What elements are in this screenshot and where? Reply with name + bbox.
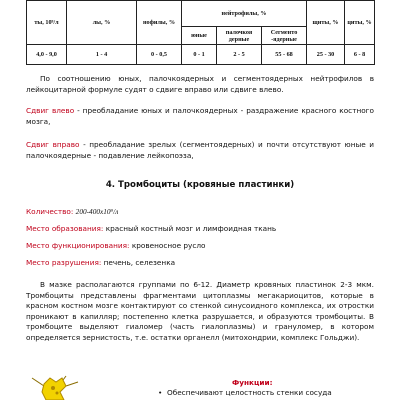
field-origin <box>26 224 374 234</box>
shift-right-term: Сдвиг вправо <box>26 140 80 149</box>
table-cell: 0 - 1 <box>182 45 217 65</box>
field-value: печень, селезенка <box>103 258 176 267</box>
functions-title: Функции: <box>232 378 273 387</box>
table-cell: 1 - 4 <box>67 45 137 65</box>
table-cell: 4,0 - 9,0 <box>27 45 67 65</box>
field-label: Место образования: <box>26 224 104 233</box>
table-cell: 2 - 5 <box>217 45 262 65</box>
paragraph-platelets: В мазке располагаются группами по 6-12. Диаметр кровяных пластинок 2-3 мкм. Тромбоциты представлены фрагментами цитоплазмы мегакариоцитов, которые в красном костном мозге контактируют со стенкой синусоидного комплекса, их отростки проникают в капилляр; постепенно клетка разрушается, и образуются тромбоциты. В тромбоците выделяют гиаломер (часть гиалоплазмы) и грануломер, в котором определяется зернистость, т.е. остатки органелл (митохондрии, комплекс Гольджи). <box>26 280 374 342</box>
shift-left-term: Сдвиг влево <box>26 106 75 115</box>
shift-right-text: - преобладание зрелых (сегментоядерных) и почти отсутствуют юные и палочкоядерные - подавление лейкопоэза, <box>26 140 375 160</box>
table-header-monocytes: циты, % <box>345 1 375 45</box>
field-count <box>26 207 374 217</box>
table-subheader-young: юные <box>182 27 217 45</box>
table-header-lymphocytes: щиты, % <box>307 1 345 45</box>
section-title: 4. Тромбоциты (кровяные пластинки) <box>105 180 295 190</box>
field-label: Место разрушения: <box>26 258 102 267</box>
shift-left-definition <box>26 106 374 127</box>
field-label: Количество: <box>26 207 74 216</box>
function-text: Обеспечивают целостность стенки сосуда <box>166 388 332 397</box>
table-cell: 25 - 30 <box>307 45 345 65</box>
table-header-leukocytes: ты, 10⁹/л <box>27 1 67 45</box>
table-header-eosinophils: нофилы, % <box>137 1 182 45</box>
table-header-basophils: лы, % <box>67 1 137 45</box>
shift-left-text: - преобладание юных и палочкоядерных - раздражение красного костного мозга, <box>26 106 374 126</box>
leukocyte-table <box>26 0 375 65</box>
field-value: кровеносное русло <box>131 241 206 250</box>
shift-right-definition <box>26 140 374 161</box>
table-subheader-segmented: Сегменто -ядерные <box>262 27 307 45</box>
bullet-icon: • <box>158 388 167 397</box>
field-destruction <box>26 258 374 268</box>
table-header-neutrophils: нейтрофилы, % <box>182 1 307 27</box>
platelet-illustration <box>26 372 86 400</box>
field-function-place <box>26 241 374 251</box>
field-value: красный костный мозг и лимфоидная ткань <box>105 224 277 233</box>
table-cell: 0 - 0,5 <box>137 45 182 65</box>
table-subheader-band: палочкоя дерные <box>217 27 262 45</box>
function-list-item <box>158 388 332 397</box>
table-cell: 6 - 8 <box>345 45 375 65</box>
table-cell: 55 - 68 <box>262 45 307 65</box>
field-value: 200-400х10⁹/л <box>75 207 119 216</box>
paragraph-shift: По соотношению юных, палочкоядерных и сегментоядерных нейтрофилов в лейкоцитарной формуле судят о сдвиге вправо или сдвиге влево. <box>26 74 374 94</box>
field-label: Место функционирования: <box>26 241 130 250</box>
